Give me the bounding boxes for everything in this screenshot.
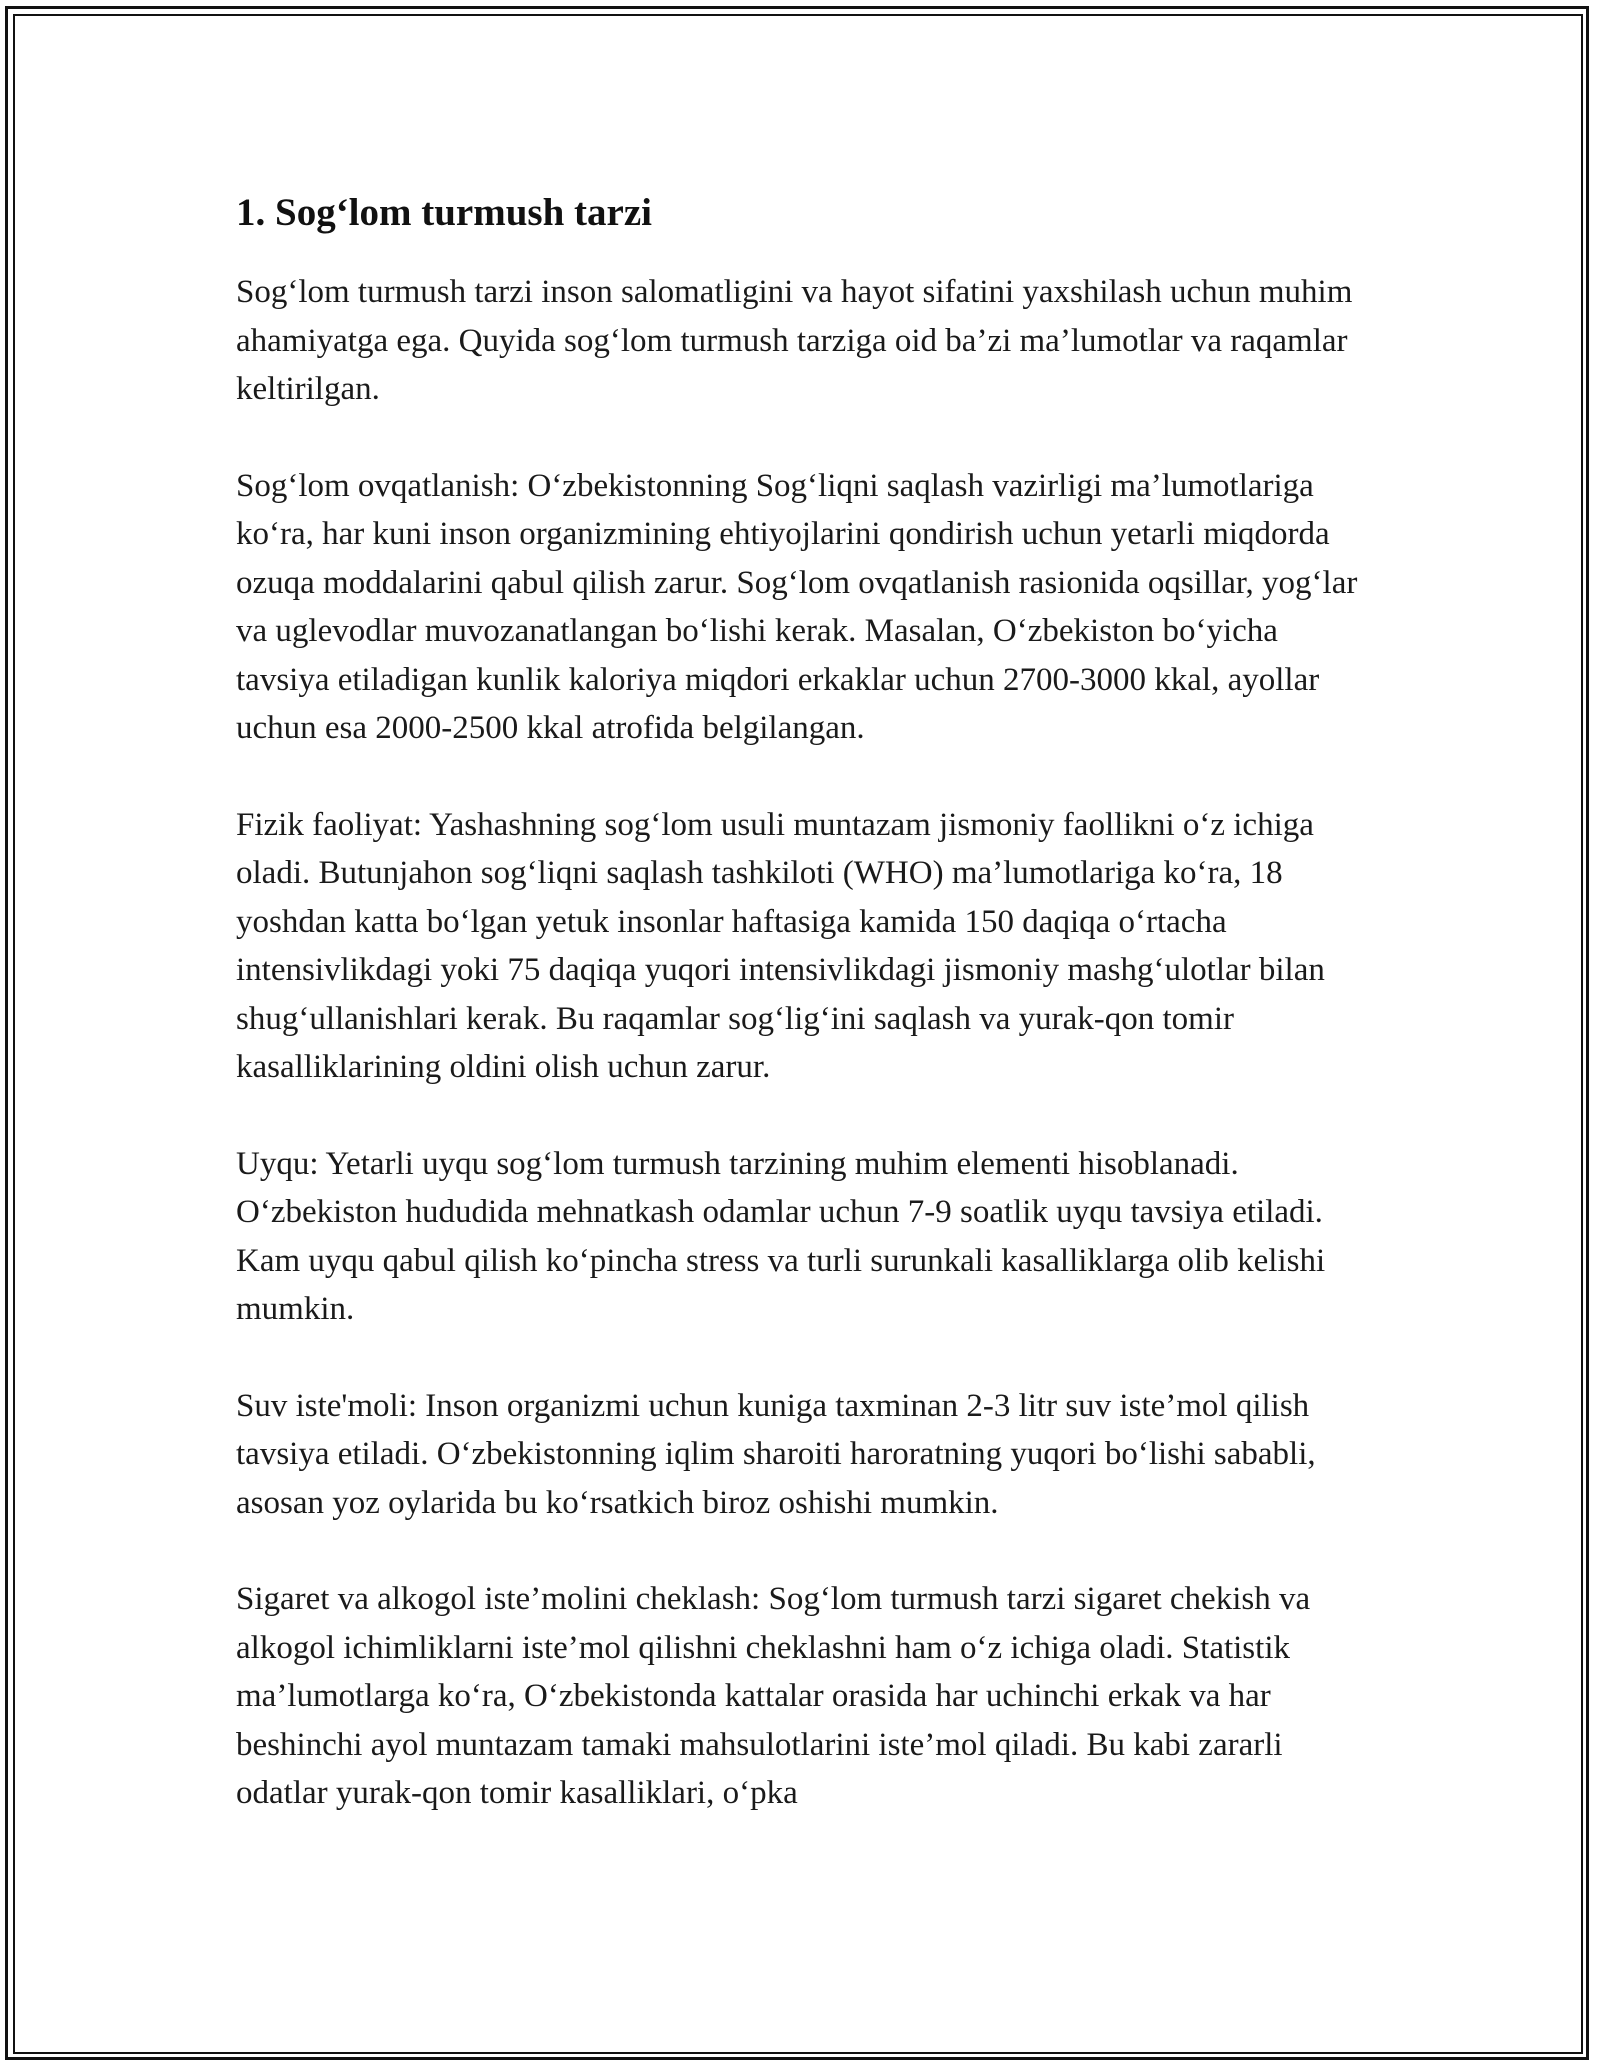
- paragraph-smoking-alcohol: Sigaret va alkogol iste’molini cheklash: Sog‘lom turmush tarzi sigaret chekish va alkogol ichimliklarni iste’mol qilishni cheklashni ham o‘z ichiga oladi. Statistik ma’lumotlarga ko‘ra, O‘zbekistonda kattalar orasida har uchinchi erkak va har beshinchi ayol muntazam tamaki mahsulotlarini iste’mol qiladi. Bu kabi zararli odatlar yurak-qon tomir kasalliklari, o‘pka: [236, 1581, 1311, 1811]
- paragraph-water-intake: Suv iste'moli: Inson organizmi uchun kuniga taxminan 2-3 litr suv iste’mol qilish tavsiya etiladi. O‘zbekistonning iqlim sharoiti haroratning yuqori bo‘lishi sababli, asosan yoz oylarida bu ko‘rsatkich biroz oshishi mumkin.: [236, 1387, 1316, 1521]
- document-title: 1. Sog‘lom turmush tarzi: [236, 191, 652, 234]
- paragraph-sleep: Uyqu: Yetarli uyqu sog‘lom turmush tarzining muhim elementi hisoblanadi. O‘zbekiston hududida mehnatkash odamlar uchun 7-9 soatlik uyqu tavsiya etiladi. Kam uyqu qabul qilish ko‘pincha stress va turli surunkali kasalliklarga olib kelishi mumkin.: [236, 1145, 1326, 1327]
- paragraph-healthy-eating: Sog‘lom ovqatlanish: O‘zbekistonning Sog‘liqni saqlash vazirligi ma’lumotlariga ko‘ra, har kuni inson organizmining ehtiyojlarini qondirish uchun yetarli miqdorda ozuqa moddalarini qabul qilish zarur. Sog‘lom ovqatlanish rasionida oqsillar, yog‘lar va uglevodlar muvozanatlangan bo‘lishi kerak. Masalan, O‘zbekiston bo‘yicha tavsiya etiladigan kunlik kaloriya miqdori erkaklar uchun 2700-3000 kkal, ayollar uchun esa 2000-2500 kkal atrofida belgilangan.: [236, 467, 1358, 746]
- paragraph-intro: Sog‘lom turmush tarzi inson salomatligini va hayot sifatini yaxshilash uchun muhim ahamiyatga ega. Quyida sog‘lom turmush tarziga oid ba’zi ma’lumotlar va raqamlar keltirilgan.: [236, 274, 1353, 407]
- document-body: [236, 188, 1366, 1866]
- paragraph-physical-activity: Fizik faoliyat: Yashashning sog‘lom usuli muntazam jismoniy faollikni o‘z ichiga oladi. Butunjahon sog‘liqni saqlash tashkiloti (WHO) ma’lumotlariga ko‘ra, 18 yoshdan katta bo‘lgan yetuk insonlar haftasiga kamida 150 daqiqa o‘rtacha intensivlikdagi yoki 75 daqiqa yuqori intensivlikdagi jismoniy mashg‘ulotlar bilan shug‘ullanishlari kerak. Bu raqamlar sog‘lig‘ini saqlash va yurak-qon tomir kasalliklarining oldini olish uchun zarur.: [236, 806, 1325, 1085]
